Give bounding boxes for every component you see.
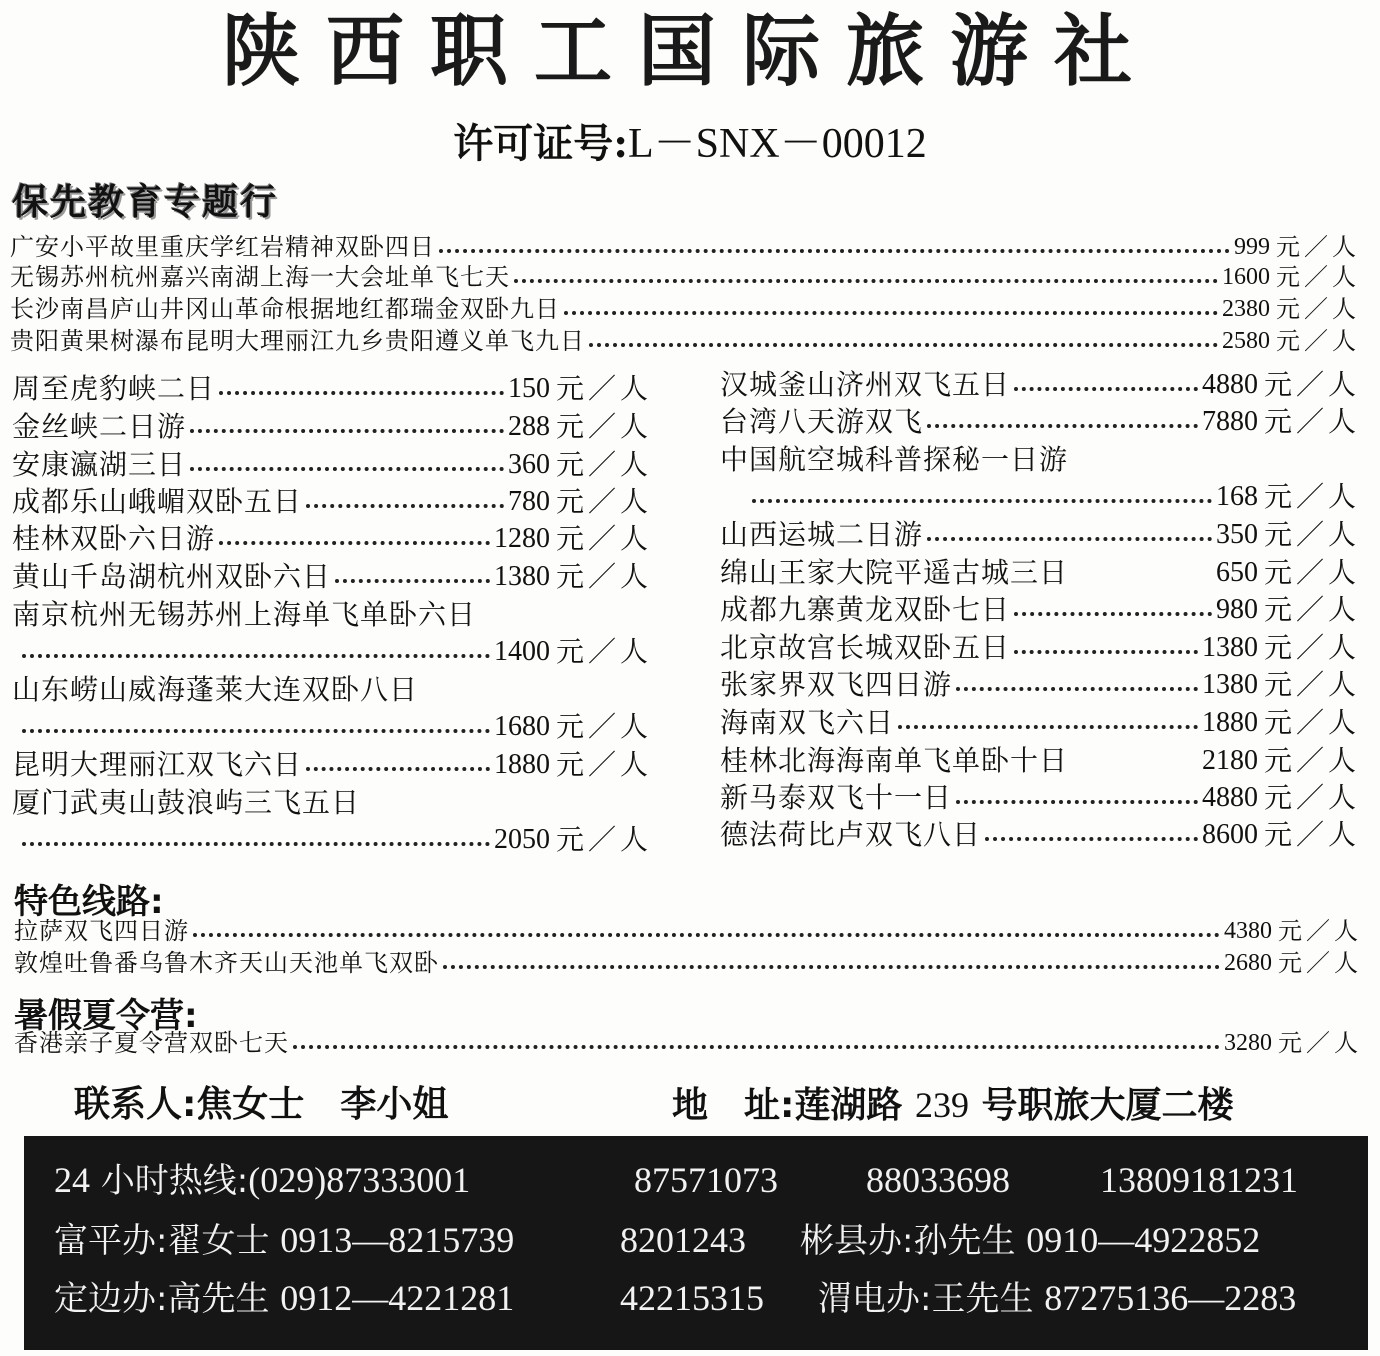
route-price: 1380 <box>493 561 550 592</box>
phone-number: 88033698 <box>866 1160 1010 1200</box>
hotline-hours: 24 <box>54 1160 90 1200</box>
route-name: 成都乐山峨嵋双卧五日 <box>12 485 303 518</box>
leader-dots <box>1014 387 1198 391</box>
office-label: 定边办:高先生 <box>54 1279 270 1319</box>
route-row <box>720 405 1360 439</box>
office-fuping-phone2 <box>620 1216 746 1265</box>
leader-dots <box>439 249 1230 253</box>
office-label: 渭电办:王先生 <box>818 1279 1034 1319</box>
route-price: 3280 <box>1224 1030 1272 1056</box>
route-name: 广安小平故里重庆学红岩精神双卧四日 <box>10 233 435 261</box>
office-phone: 0910—4922852 <box>1026 1220 1261 1260</box>
route-price: 1380 <box>1201 632 1258 663</box>
route-price: 1600 <box>1222 264 1270 290</box>
route-price-line <box>18 823 652 857</box>
leader-dots <box>219 541 490 545</box>
leader-dots <box>22 654 490 658</box>
price-unit: 元／人 <box>555 448 652 481</box>
route-name: 昆明大理丽江双飞六日 <box>12 748 303 781</box>
leader-dots <box>22 729 490 733</box>
address-number: 239 <box>914 1085 969 1125</box>
route-row <box>12 485 652 519</box>
price-unit: 元／人 <box>555 748 652 781</box>
office-label: 富平办:翟女士 <box>54 1221 270 1261</box>
office-phone: 0912—4221281 <box>280 1278 515 1318</box>
route-row <box>720 668 1360 702</box>
leader-dots <box>306 504 504 508</box>
route-name: 黄山千岛湖杭州双卧六日 <box>12 560 332 593</box>
route-name: 成都九寨黄龙双卧七日 <box>720 593 1011 626</box>
route-name: 南京杭州无锡苏州上海单飞单卧六日 <box>12 598 477 631</box>
price-unit: 元／人 <box>1278 1029 1362 1057</box>
leader-dots <box>927 537 1212 541</box>
route-row <box>720 593 1360 627</box>
price-unit: 元／人 <box>1263 593 1360 626</box>
route-price: 350 <box>1215 519 1258 550</box>
price-unit: 元／人 <box>1263 368 1360 401</box>
price-unit: 元／人 <box>1263 668 1360 701</box>
special-routes-title: 特色线路: <box>14 882 164 922</box>
route-row <box>12 372 652 406</box>
route-price: 780 <box>507 486 550 517</box>
price-unit: 元／人 <box>555 635 652 668</box>
route-row <box>12 448 652 482</box>
route-name: 贵阳黄果树瀑布昆明大理丽江九乡贵阳遵义单飞九日 <box>10 327 585 355</box>
route-name-line <box>12 786 652 820</box>
price-unit: 元／人 <box>1263 744 1360 777</box>
leader-dots <box>190 467 504 471</box>
route-name: 金丝峡二日游 <box>12 410 187 443</box>
route-name: 桂林北海海南单飞单卧十日 <box>720 744 1069 777</box>
route-price: 2680 <box>1224 950 1272 976</box>
route-price: 4880 <box>1201 369 1258 400</box>
leader-dots <box>514 279 1218 283</box>
contact-names: 焦女士 李小姐 <box>196 1084 449 1125</box>
route-price: 999 <box>1234 234 1270 260</box>
route-price-line <box>18 710 652 744</box>
leader-dots <box>335 579 490 583</box>
price-unit: 元／人 <box>555 485 652 518</box>
leader-dots <box>985 837 1198 841</box>
route-name: 北京故宫长城双卧五日 <box>720 631 1011 664</box>
route-price: 4380 <box>1224 918 1272 944</box>
route-row <box>720 781 1360 815</box>
license-label: 许可证号: <box>453 120 629 167</box>
route-row <box>12 410 652 444</box>
route-row <box>720 368 1360 402</box>
route-name: 绵山王家大院平遥古城三日 <box>720 556 1069 589</box>
agency-title: 陕西职工国际旅游社 <box>221 6 1158 97</box>
office-label: 彬县办:孙先生 <box>800 1221 1016 1261</box>
route-name: 汉城釜山济州双飞五日 <box>720 368 1011 401</box>
address <box>672 1078 1234 1133</box>
price-unit: 元／人 <box>1263 631 1360 664</box>
office-fuping <box>54 1216 514 1265</box>
price-unit: 元／人 <box>1276 295 1360 323</box>
contact-label: 联系人: <box>74 1084 197 1125</box>
route-name: 德法荷比卢双飞八日 <box>720 818 982 851</box>
education-section-title: 保先教育专题行 <box>12 182 279 223</box>
route-row <box>720 818 1360 852</box>
leader-dots <box>564 311 1218 315</box>
route-row <box>720 518 1360 552</box>
price-unit: 元／人 <box>1276 327 1360 355</box>
leader-dots <box>589 343 1218 347</box>
license-line <box>0 116 1380 172</box>
address-label: 地 址: <box>672 1085 795 1126</box>
hotline-line <box>54 1156 470 1205</box>
leader-dots <box>306 767 490 771</box>
price-unit: 元／人 <box>555 410 652 443</box>
leader-dots <box>443 965 1220 969</box>
leader-dots <box>956 800 1198 804</box>
hotline-number-4 <box>1100 1156 1298 1205</box>
route-name: 桂林双卧六日游 <box>12 522 216 555</box>
office-binxian <box>800 1216 1260 1265</box>
route-price: 7880 <box>1201 406 1258 437</box>
route-name: 安康瀛湖三日 <box>12 448 187 481</box>
phone-number: 13809181231 <box>1100 1160 1298 1200</box>
price-unit: 元／人 <box>555 372 652 405</box>
route-price: 288 <box>507 411 550 442</box>
route-row <box>10 326 1360 356</box>
hotline-number-3 <box>866 1156 1010 1205</box>
leader-dots <box>927 424 1198 428</box>
office-dingbian <box>54 1274 514 1323</box>
route-name: 山西运城二日游 <box>720 518 924 551</box>
office-phone: 8201243 <box>620 1220 746 1260</box>
route-row <box>12 560 652 594</box>
route-row <box>10 232 1360 262</box>
office-phone: 42215315 <box>620 1278 764 1318</box>
route-name: 海南双飞六日 <box>720 706 895 739</box>
price-unit: 元／人 <box>555 710 652 743</box>
price-unit: 元／人 <box>1263 405 1360 438</box>
route-row <box>720 556 1360 590</box>
price-unit: 元／人 <box>1263 518 1360 551</box>
hotline-panel <box>24 1136 1368 1350</box>
contact-persons <box>74 1078 448 1132</box>
leader-dots <box>193 933 1220 937</box>
route-row <box>720 631 1360 665</box>
route-price: 1400 <box>493 636 550 667</box>
route-name-line <box>12 673 652 707</box>
office-phone: 87275136—2283 <box>1044 1278 1297 1318</box>
price-unit: 元／人 <box>1278 917 1362 945</box>
office-dingbian-phone2 <box>620 1274 764 1323</box>
leader-dots <box>293 1045 1220 1049</box>
route-name: 敦煌吐鲁番乌鲁木齐天山天池单飞双卧 <box>14 949 439 977</box>
office-weidian <box>818 1274 1296 1323</box>
leader-dots <box>752 499 1212 503</box>
route-row <box>14 948 1362 978</box>
office-phone: 0913—8215739 <box>280 1220 515 1260</box>
hotline-label: 小时热线: <box>100 1161 249 1201</box>
route-price: 360 <box>507 449 550 480</box>
route-price-line <box>18 635 652 669</box>
address-street: 莲湖路 <box>794 1085 903 1126</box>
route-name: 台湾八天游双飞 <box>720 405 924 438</box>
price-unit: 元／人 <box>1263 556 1360 589</box>
hotline-number: (029)87333001 <box>248 1160 471 1200</box>
price-unit: 元／人 <box>1263 818 1360 851</box>
route-price: 2380 <box>1222 296 1270 322</box>
route-name: 拉萨双飞四日游 <box>14 917 189 945</box>
route-name-line <box>12 598 652 632</box>
route-name: 长沙南昌庐山井冈山革命根据地红都瑞金双卧九日 <box>10 295 560 323</box>
leader-dots <box>219 391 504 395</box>
route-price: 1280 <box>493 523 550 554</box>
route-price: 1680 <box>493 711 550 742</box>
route-name: 新马泰双飞十一日 <box>720 781 953 814</box>
route-name: 厦门武夷山鼓浪屿三飞五日 <box>12 786 361 819</box>
route-name: 无锡苏州杭州嘉兴南湖上海一大会址单飞七天 <box>10 263 510 291</box>
price-unit: 元／人 <box>1263 781 1360 814</box>
route-row <box>10 262 1360 292</box>
route-row <box>14 916 1362 946</box>
route-price: 4880 <box>1201 782 1258 813</box>
route-name: 张家界双飞四日游 <box>720 668 953 701</box>
price-unit: 元／人 <box>555 522 652 555</box>
price-unit: 元／人 <box>1278 949 1362 977</box>
route-price-line <box>748 480 1360 514</box>
route-price: 980 <box>1215 594 1258 625</box>
phone-number: 87571073 <box>634 1160 778 1200</box>
price-unit: 元／人 <box>1276 263 1360 291</box>
route-price: 150 <box>507 373 550 404</box>
route-row <box>12 748 652 782</box>
summer-camp-title: 暑假夏令营: <box>14 996 198 1036</box>
route-price: 168 <box>1215 481 1258 512</box>
leader-dots <box>1014 612 1212 616</box>
price-unit: 元／人 <box>1263 480 1360 513</box>
leader-dots <box>898 725 1198 729</box>
route-name: 山东崂山威海蓬莱大连双卧八日 <box>12 673 419 706</box>
route-name: 周至虎豹峡二日 <box>12 372 216 405</box>
route-price: 2050 <box>493 824 550 855</box>
route-row <box>10 294 1360 324</box>
leader-dots <box>22 842 490 846</box>
route-price: 2180 <box>1201 745 1258 776</box>
route-name: 中国航空城科普探秘一日游 <box>720 443 1069 476</box>
route-name: 香港亲子夏令营双卧七天 <box>14 1029 289 1057</box>
price-unit: 元／人 <box>1263 706 1360 739</box>
leader-dots <box>956 687 1198 691</box>
route-price: 1380 <box>1201 669 1258 700</box>
price-unit: 元／人 <box>555 823 652 856</box>
address-building: 号职旅大厦二楼 <box>981 1085 1234 1126</box>
price-unit: 元／人 <box>555 560 652 593</box>
route-row <box>720 744 1360 778</box>
route-name-line <box>720 443 1360 477</box>
price-unit: 元／人 <box>1276 233 1360 261</box>
route-row <box>12 522 652 556</box>
route-price: 1880 <box>1201 707 1258 738</box>
route-price: 8600 <box>1201 819 1258 850</box>
route-price: 1880 <box>493 749 550 780</box>
route-row <box>720 706 1360 740</box>
route-price: 650 <box>1215 557 1258 588</box>
leader-dots <box>190 429 504 433</box>
license-number: L－SNX－00012 <box>628 121 927 167</box>
route-price: 2580 <box>1222 328 1270 354</box>
leader-dots <box>1014 650 1198 654</box>
route-row <box>14 1028 1362 1058</box>
hotline-number-2 <box>634 1156 778 1205</box>
